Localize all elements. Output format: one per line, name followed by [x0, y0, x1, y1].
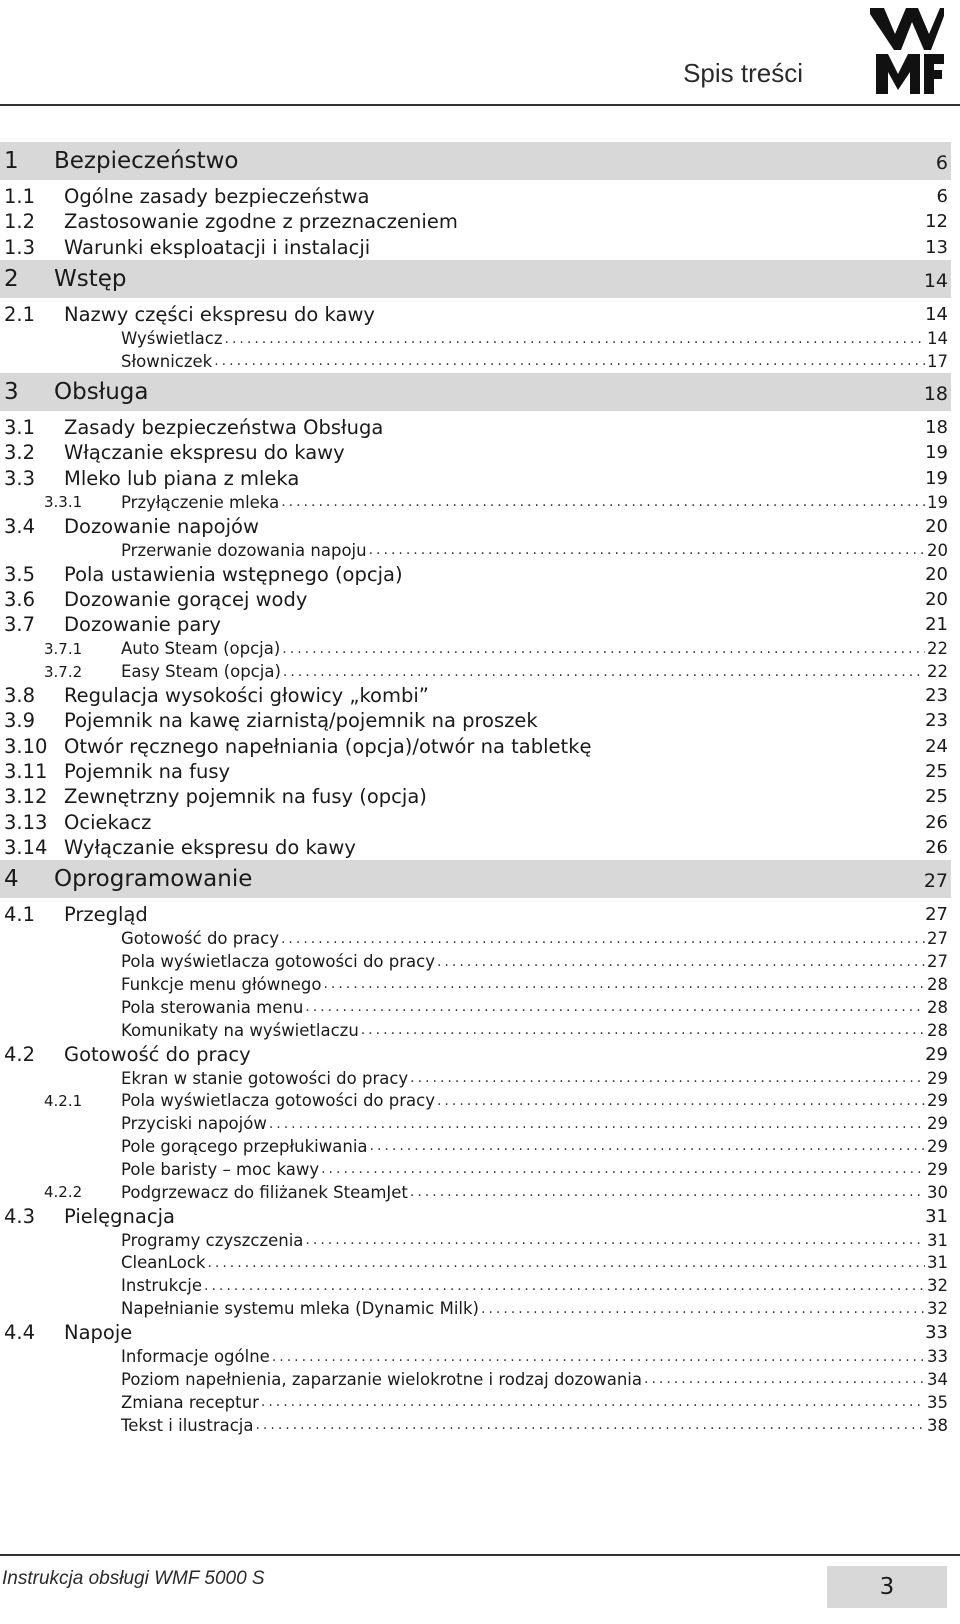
toc-subsection[interactable] [0, 1158, 951, 1181]
toc-entry-page: 19 [925, 442, 948, 464]
toc-entry-number: 2 [4, 265, 19, 292]
toc-subsection[interactable] [0, 1135, 951, 1158]
toc-entry-number: 3.8 [4, 684, 36, 708]
toc-subsection[interactable] [0, 1067, 951, 1090]
toc-entry-title: Pola sterowania menu [121, 997, 304, 1017]
toc-entry-title: Tekst i ilustracja [121, 1415, 254, 1435]
toc-entry-page: 35 [927, 1392, 948, 1412]
dot-leader [281, 931, 925, 947]
toc-entry-title: Pola ustawienia wstępnego (opcja) [64, 562, 403, 586]
toc-entry-page: 29 [927, 1159, 948, 1179]
toc-entry-title: Zastosowanie zgodne z przeznaczeniem [64, 210, 458, 234]
dot-leader [323, 976, 925, 992]
toc-entry-page: 6 [935, 152, 948, 174]
dot-leader [437, 954, 925, 970]
toc-entry-page: 27 [927, 952, 948, 972]
toc-section[interactable] [0, 612, 951, 637]
toc-entry-title: Ekran w stanie gotowości do pracy [121, 1068, 409, 1088]
toc-entry-number: 4.4 [4, 1321, 36, 1345]
toc-entry-page: 28 [927, 1020, 948, 1040]
toc-entry-number: 3.7 [4, 613, 36, 637]
toc-entry-page: 20 [925, 589, 948, 610]
toc-entry-title: Obsługa [54, 378, 149, 405]
toc-entry-title: Wyłączanie ekspresu do kawy [64, 835, 356, 859]
toc-subsection[interactable] [0, 1019, 951, 1042]
toc-entry-page: 28 [927, 997, 948, 1017]
toc-subsection[interactable] [0, 1252, 951, 1275]
toc-entry-title: Zewnętrzny pojemnik na fusy (opcja) [64, 785, 427, 809]
toc-entry-number: 3.4 [4, 514, 36, 538]
toc-entry-page: 27 [925, 904, 948, 926]
toc-section[interactable] [0, 209, 951, 234]
toc-entry-page: 27 [923, 870, 948, 893]
toc-entry-page: 19 [925, 467, 948, 489]
toc-entry-title: Ogólne zasady bezpieczeństwa [64, 185, 370, 209]
toc-entry-page: 29 [927, 1068, 948, 1088]
dot-leader [225, 331, 925, 347]
toc-subsection[interactable] [0, 1297, 951, 1320]
toc-section[interactable] [0, 513, 951, 538]
dot-leader [644, 1371, 925, 1387]
toc-entry-title: Podgrzewacz do filiżanek SteamJet [121, 1182, 408, 1202]
toc-subsection[interactable] [0, 996, 951, 1019]
toc-entry-number: 4.3 [4, 1204, 36, 1228]
toc-subsection[interactable] [0, 1181, 951, 1204]
dot-leader [269, 1116, 925, 1132]
toc-subsection[interactable] [0, 1229, 951, 1252]
toc-entry-page: 12 [925, 211, 948, 233]
toc-entry-title: Regulacja wysokości głowicy „kombi” [64, 684, 429, 708]
toc-entry-title: Instrukcje [121, 1276, 202, 1296]
toc-entry-title: CleanLock [121, 1253, 206, 1273]
toc-entry-number: 3.14 [4, 835, 48, 859]
toc-entry-title: Pole baristy – moc kawy [121, 1159, 320, 1179]
toc-entry-number: 1.3 [4, 235, 36, 259]
toc-entry-page: 18 [925, 416, 948, 438]
toc-entry-title: Napoje [64, 1321, 133, 1345]
toc-section[interactable] [0, 708, 951, 733]
dot-leader [321, 1161, 925, 1177]
dot-leader [369, 542, 925, 558]
toc-entry-page: 14 [923, 269, 948, 292]
toc-section[interactable] [0, 1320, 951, 1345]
toc-entry-number: 1 [4, 148, 19, 174]
toc-entry-page: 24 [925, 735, 948, 757]
toc-section[interactable] [0, 1041, 951, 1066]
toc-entry-title: Nazwy części ekspresu do kawy [64, 303, 375, 327]
toc-entry-page: 29 [927, 1114, 948, 1134]
toc-entry-page: 29 [927, 1091, 948, 1111]
toc-entry-title: Przyłączenie mleka [121, 492, 280, 512]
dot-leader [281, 494, 925, 510]
toc-entry-title: Napełnianie systemu mleka (Dynamic Milk) [121, 1299, 479, 1319]
page-number: 3 [827, 1566, 947, 1608]
toc-entry-page: 14 [927, 329, 948, 349]
toc-entry-page: 18 [923, 382, 948, 405]
toc-subsection[interactable] [0, 1112, 951, 1135]
dot-leader [207, 1255, 925, 1271]
toc-entry-number: 3.11 [4, 760, 48, 784]
dot-leader [410, 1070, 925, 1086]
toc-entry-number: 4.2.2 [44, 1183, 83, 1202]
toc-entry-title: Warunki eksploatacji i instalacji [64, 235, 371, 259]
toc-entry-page: 20 [925, 515, 948, 537]
toc-section[interactable] [0, 810, 951, 835]
dot-leader [370, 1138, 925, 1154]
toc-entry-number: 2.1 [4, 303, 36, 327]
toc-entry-number: 1.2 [4, 210, 36, 234]
dot-leader [272, 1349, 925, 1365]
footer-manual-title: Instrukcja obsługi WMF 5000 S [2, 1568, 265, 1589]
toc-entry-page: 32 [927, 1276, 948, 1296]
toc-entry-page: 31 [927, 1253, 948, 1273]
toc-entry-number: 3.13 [4, 810, 48, 834]
toc-entry-page: 21 [925, 614, 948, 636]
toc-subsection[interactable] [0, 327, 951, 350]
toc-entry-number: 3.3 [4, 466, 36, 490]
toc-entry-title: Przerwanie dozowania napoju [121, 540, 367, 560]
toc-entry-title: Poziom napełnienia, zaparzanie wielokrotne i rodzaj dozowania [121, 1369, 642, 1389]
toc-entry-page: 13 [925, 236, 948, 258]
toc-entry-number: 3.2 [4, 441, 36, 465]
toc-subsection[interactable] [0, 637, 951, 660]
toc-entry-page: 38 [927, 1415, 948, 1435]
toc-entry-page: 20 [927, 540, 948, 560]
toc-entry-page: 22 [927, 662, 948, 682]
toc-chapter[interactable] [0, 142, 951, 180]
toc-section[interactable] [0, 440, 951, 465]
toc-entry-page: 25 [925, 761, 948, 783]
toc-section[interactable] [0, 302, 951, 327]
toc-entry-number: 1.1 [4, 185, 36, 209]
toc-entry-page: 29 [927, 1136, 948, 1156]
toc-entry-number: 3.12 [4, 785, 48, 809]
toc-entry-title: Dozowanie pary [64, 613, 221, 637]
toc-section[interactable] [0, 902, 951, 927]
toc-entry-title: Gotowość do pracy [121, 929, 279, 949]
toc-entry-number: 3 [4, 378, 19, 405]
table-of-contents [0, 142, 951, 1436]
toc-section[interactable] [0, 784, 951, 809]
toc-entry-number: 3.6 [4, 588, 36, 611]
toc-section[interactable] [0, 465, 951, 490]
toc-entry-page: 26 [925, 811, 948, 833]
toc-entry-title: Słowniczek [121, 351, 213, 371]
toc-entry-title: Wyświetlacz [121, 329, 223, 349]
toc-entry-title: Zmiana receptur [121, 1392, 259, 1412]
toc-subsection[interactable] [0, 1274, 951, 1297]
toc-entry-title: Pola wyświetlacza gotowości do pracy [121, 1091, 435, 1111]
toc-entry-number: 3.1 [4, 415, 36, 439]
toc-section[interactable] [0, 587, 951, 612]
toc-subsection[interactable] [0, 927, 951, 950]
toc-entry-page: 19 [927, 492, 948, 512]
toc-entry-number: 3.7.2 [44, 662, 83, 681]
toc-entry-title: Przyciski napojów [121, 1114, 267, 1134]
toc-entry-page: 23 [925, 685, 948, 707]
toc-entry-title: Oprogramowanie [54, 866, 253, 893]
toc-entry-title: Wstęp [54, 265, 127, 292]
toc-entry-page: 33 [927, 1347, 948, 1367]
wmf-logo [868, 4, 946, 96]
toc-entry-title: Pola wyświetlacza gotowości do pracy [121, 952, 435, 972]
toc-section[interactable] [0, 1203, 951, 1228]
toc-entry-page: 33 [925, 1322, 948, 1344]
dot-leader [361, 1022, 925, 1038]
toc-subsection[interactable] [0, 539, 951, 562]
dot-leader [481, 1301, 925, 1317]
toc-entry-title: Dozowanie napojów [64, 514, 259, 538]
toc-entry-title: Gotowość do pracy [64, 1042, 251, 1066]
toc-entry-title: Zasady bezpieczeństwa Obsługa [64, 415, 384, 439]
toc-subsection[interactable] [0, 660, 951, 683]
toc-section[interactable] [0, 415, 951, 440]
toc-chapter[interactable] [0, 860, 951, 898]
toc-chapter[interactable] [0, 260, 951, 298]
toc-entry-title: Pielęgnacja [64, 1204, 175, 1228]
dot-leader [261, 1394, 925, 1410]
toc-section[interactable] [0, 184, 951, 209]
toc-entry-number: 4.2.1 [44, 1091, 83, 1110]
page-title: Spis treści [683, 58, 803, 88]
toc-subsection[interactable] [0, 950, 951, 973]
toc-entry-title: Dozowanie gorącej wody [64, 588, 308, 611]
toc-subsection[interactable] [0, 973, 951, 996]
toc-entry-title: Informacje ogólne [121, 1347, 270, 1367]
toc-entry-page: 23 [925, 710, 948, 732]
toc-entry-page: 30 [927, 1182, 948, 1202]
toc-entry-page: 6 [936, 186, 948, 208]
toc-subsection[interactable] [0, 491, 951, 514]
toc-entry-number: 4 [4, 866, 19, 893]
toc-entry-page: 31 [925, 1205, 948, 1227]
dot-leader [305, 999, 925, 1015]
header-rule [0, 104, 960, 106]
toc-entry-number: 3.9 [4, 709, 36, 733]
toc-entry-page: 17 [927, 351, 948, 371]
toc-entry-title: Funkcje menu głównego [121, 974, 322, 994]
toc-section[interactable] [0, 734, 951, 759]
toc-entry-title: Włączanie ekspresu do kawy [64, 441, 345, 465]
dot-leader [255, 1417, 925, 1433]
toc-subsection[interactable] [0, 350, 951, 373]
toc-chapter[interactable] [0, 373, 951, 411]
footer-rule [0, 1554, 960, 1556]
toc-entry-page: 27 [927, 929, 948, 949]
toc-section[interactable] [0, 562, 951, 587]
toc-entry-number: 3.7.1 [44, 639, 83, 658]
toc-entry-page: 20 [925, 563, 948, 585]
toc-section[interactable] [0, 759, 951, 784]
toc-section[interactable] [0, 683, 951, 708]
toc-entry-page: 26 [925, 836, 948, 858]
toc-entry-page: 34 [927, 1369, 948, 1389]
toc-section[interactable] [0, 235, 951, 260]
toc-entry-page: 31 [927, 1230, 948, 1250]
toc-entry-title: Pole gorącego przepłukiwania [121, 1136, 368, 1156]
toc-subsection[interactable] [0, 1345, 951, 1368]
toc-entry-page: 28 [927, 974, 948, 994]
toc-entry-page: 22 [927, 639, 948, 659]
toc-subsection[interactable] [0, 1414, 951, 1437]
dot-leader [214, 353, 925, 369]
toc-entry-number: 3.3.1 [44, 493, 83, 512]
toc-entry-page: 25 [925, 786, 948, 808]
toc-entry-title: Pojemnik na fusy [64, 760, 231, 784]
dot-leader [437, 1093, 925, 1109]
dot-leader [410, 1184, 925, 1200]
toc-entry-title: Ociekacz [64, 810, 152, 834]
toc-subsection[interactable] [0, 1090, 951, 1113]
toc-entry-page: 32 [927, 1299, 948, 1319]
toc-entry-title: Easy Steam (opcja) [121, 662, 281, 682]
toc-entry-number: 4.2 [4, 1042, 36, 1066]
toc-entry-number: 4.1 [4, 903, 36, 927]
toc-entry-title: Komunikaty na wyświetlaczu [121, 1020, 359, 1040]
toc-entry-title: Auto Steam (opcja) [121, 639, 281, 659]
toc-section[interactable] [0, 835, 951, 860]
toc-entry-number: 3.5 [4, 562, 36, 586]
dot-leader [305, 1232, 925, 1248]
dot-leader [283, 664, 925, 680]
dot-leader [282, 641, 925, 657]
toc-entry-title: Mleko lub piana z mleka [64, 466, 300, 490]
toc-entry-title: Pojemnik na kawę ziarnistą/pojemnik na proszek [64, 709, 538, 733]
toc-entry-title: Otwór ręcznego napełniania (opcja)/otwór na tabletkę [64, 734, 592, 758]
toc-entry-number: 3.10 [4, 734, 48, 758]
toc-subsection[interactable] [0, 1391, 951, 1414]
toc-entry-page: 14 [925, 304, 948, 326]
dot-leader [204, 1278, 925, 1294]
toc-entry-title: Bezpieczeństwo [54, 148, 239, 174]
toc-entry-page: 29 [925, 1043, 948, 1065]
toc-subsection[interactable] [0, 1368, 951, 1391]
toc-entry-title: Przegląd [64, 903, 148, 927]
toc-entry-title: Programy czyszczenia [121, 1230, 304, 1250]
